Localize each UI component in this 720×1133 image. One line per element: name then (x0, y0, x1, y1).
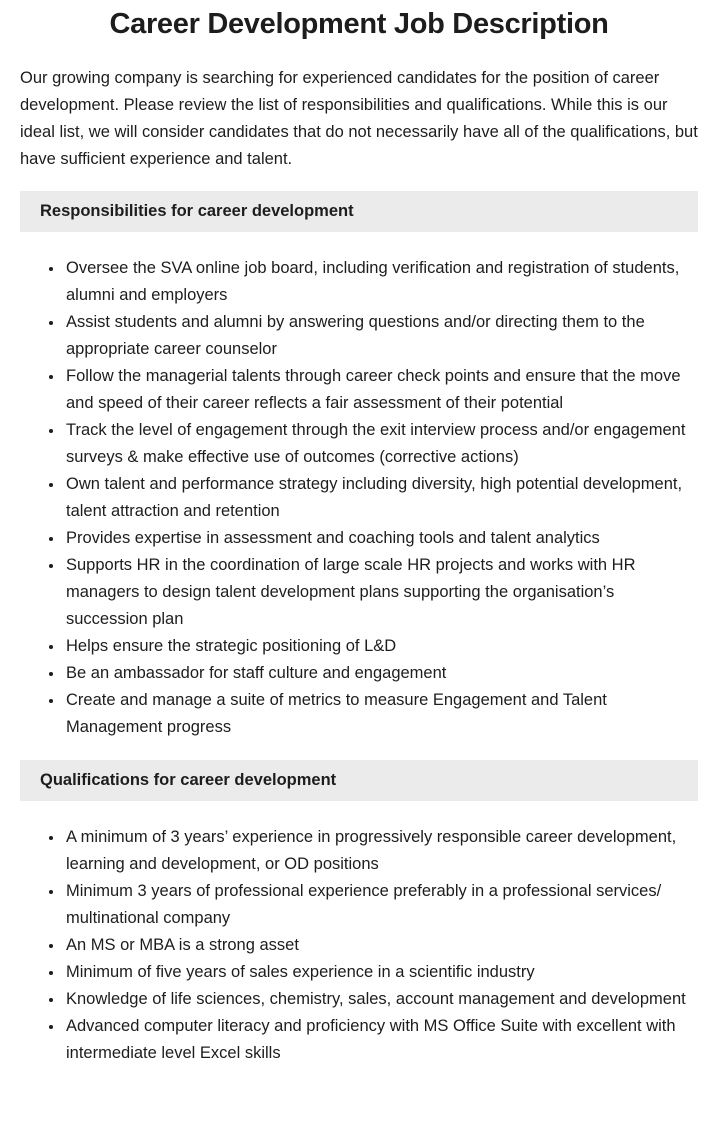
qualifications-list (20, 824, 698, 1067)
list-item: • Minimum 3 years of professional experience preferably in a professional services/ multinational company (64, 878, 698, 932)
list-item: • Minimum of five years of sales experience in a scientific industry (64, 959, 698, 986)
list-item: • Follow the managerial talents through career check points and ensure that the move and speed of their career reflects a fair assessment of their potential (64, 363, 698, 417)
intro-paragraph: Our growing company is searching for experienced candidates for the position of career development. Please review the list of responsibilities and qualifications. While this is our ideal list, we will consider candidates that do not necessarily have all of the qualifications, but have sufficient experience and talent. (20, 69, 698, 168)
responsibilities-section (20, 191, 698, 741)
responsibilities-list (20, 255, 698, 741)
list-item: • Create and manage a suite of metrics to measure Engagement and Talent Management progress (64, 687, 698, 741)
list-item: • Knowledge of life sciences, chemistry, sales, account management and development (64, 986, 698, 1013)
list-item: • Track the level of engagement through the exit interview process and/or engagement surveys & make effective use of outcomes (corrective actions) (64, 417, 698, 471)
list-item: • A minimum of 3 years’ experience in progressively responsible career development, learning and development, or OD positions (64, 824, 698, 878)
list-item: • Provides expertise in assessment and coaching tools and talent analytics (64, 525, 698, 552)
list-item: • Supports HR in the coordination of large scale HR projects and works with HR managers to design talent development plans supporting the organisation’s succession plan (64, 552, 698, 633)
responsibilities-heading: Responsibilities for career development (20, 191, 698, 232)
list-item: • Advanced computer literacy and proficiency with MS Office Suite with excellent with intermediate level Excel skills (64, 1013, 698, 1067)
page-title: Career Development Job Description (109, 8, 609, 40)
list-item: • Assist students and alumni by answering questions and/or directing them to the appropriate career counselor (64, 309, 698, 363)
list-item: • Helps ensure the strategic positioning of L&D (64, 633, 698, 660)
qualifications-section (20, 760, 698, 1067)
list-item: • Own talent and performance strategy including diversity, high potential development, talent attraction and retention (64, 471, 698, 525)
list-item: • Be an ambassador for staff culture and engagement (64, 660, 698, 687)
qualifications-heading: Qualifications for career development (20, 760, 698, 801)
list-item: • Oversee the SVA online job board, including verification and registration of students, alumni and employers (64, 255, 698, 309)
list-item: • An MS or MBA is a strong asset (64, 932, 698, 959)
